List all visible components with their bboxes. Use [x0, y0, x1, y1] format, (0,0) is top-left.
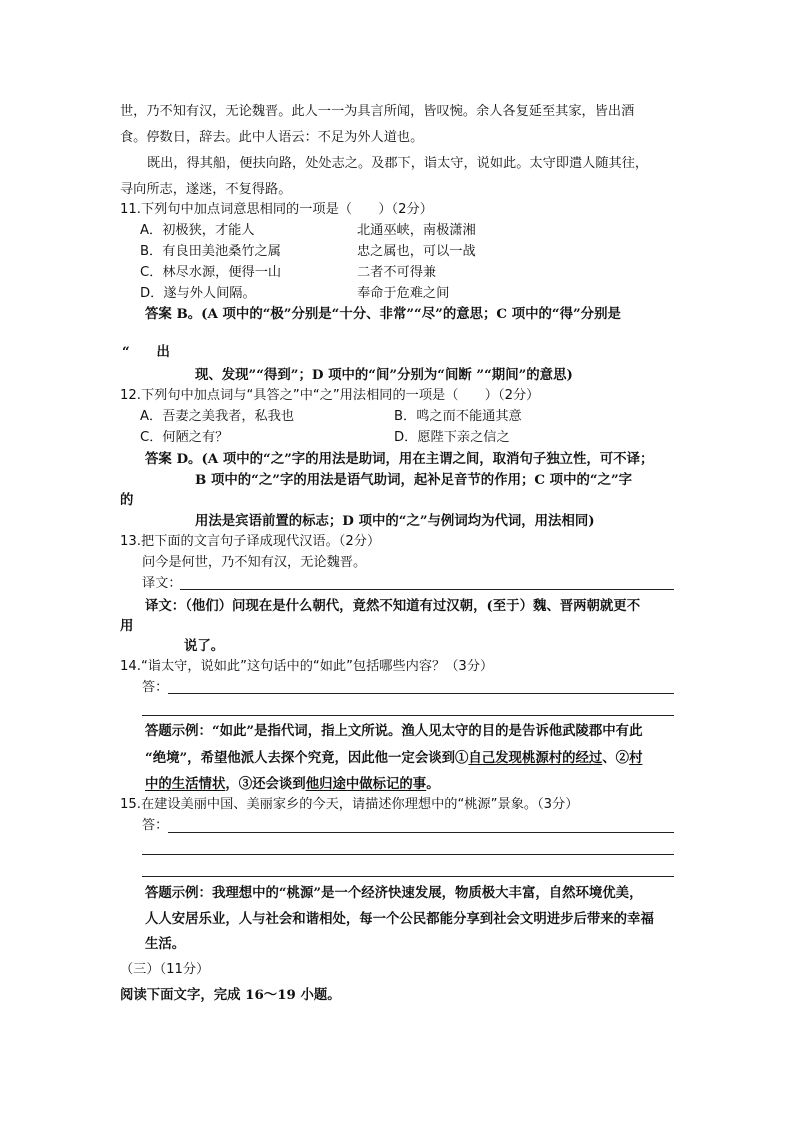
section-3-instruction: 阅读下面文字，完成 16～19 小题。	[120, 987, 341, 1003]
q12-answer: 答案 D。(A 项中的“之”字的用法是助词，用在主谓之间，取消句子独立性，可不译；	[145, 451, 654, 467]
passage-line: 寻向所志，遂迷，不复得路。	[120, 182, 292, 197]
q12-option-a: A．吾妻之美我者，私我也	[140, 409, 295, 424]
q13-answer-line[interactable]	[180, 589, 674, 590]
q14-answer-line[interactable]	[142, 715, 674, 716]
q14-answer-text: 、②	[602, 750, 630, 766]
q12-option-d: D．愿陛下亲之信之	[394, 430, 510, 445]
q15-answer: 人人安居乐业，人与社会和谐相处，每一个公民都能分享到社会文明进步后带来的幸福	[145, 911, 654, 927]
q14-answer-underlined: 自己发现桃源村的经过	[468, 750, 603, 766]
q11-answer: 现、发现”“得到”；D 项中的“间”分别为“间断 ”“期间”的意思)	[195, 367, 573, 383]
section-3-heading: （三）（11分）	[120, 962, 210, 977]
q14-answer-text: “绝境”，希望他派人去探个究竟，因此他一定会谈到①	[145, 750, 469, 766]
q12-option-c: C．何陋之有？	[140, 430, 229, 445]
q12-answer-orphan: 的	[120, 492, 134, 508]
q15-answer-line[interactable]	[168, 832, 674, 833]
q14-answer	[145, 775, 440, 793]
q14-answer: 答题示例：“如此”是指代词，指上文所说。渔人见太守的目的是告诉他武陵郡中有此	[145, 723, 643, 739]
q14-answer-text: 。	[426, 776, 440, 792]
q14-answer-underlined: 村	[629, 750, 643, 766]
q12-answer: 用法是宾语前置的标志；D 项中的“之”与例词均为代词，用法相同)	[195, 513, 595, 529]
q11-option-b: B．有良田美池桑竹之属	[140, 244, 281, 259]
q11-option-c: C．林尽水源，便得一山	[140, 265, 282, 280]
question-12-stem: 12.下列句中加点词与“具答之”中“之”用法相同的一项是（ ）（2分）	[120, 388, 540, 403]
passage-line: 既出，得其船，便扶向路，处处志之。及郡下，诣太守，说如此。太守即遣人随其往，	[147, 156, 649, 171]
q11-option-b-pair: 忠之属也，可以一战	[357, 244, 476, 259]
q14-answer-line[interactable]	[168, 693, 674, 694]
question-15-stem: 15.在建设美丽中国、美丽家乡的今天，请描述你理想中的“桃源”景象。（3分）	[120, 797, 579, 812]
q14-answer	[145, 749, 642, 767]
q13-answer-orphan: 用	[120, 618, 134, 634]
q15-answer: 生活。	[145, 936, 186, 952]
q15-blank-label: 答：	[142, 818, 169, 833]
q14-blank-label: 答：	[142, 680, 169, 695]
q15-answer-line[interactable]	[142, 876, 674, 877]
q13-answer: 译文：（他们）问现在是什么朝代，竟然不知道有过汉朝，(至于）魏、晋两朝就更不	[145, 598, 641, 614]
q13-blank-label: 译文：	[142, 576, 182, 591]
q11-answer: 答案 B。(A 项中的“极”分别是“十分、非常”“尽”的意思；C 项中的“得”分别是	[145, 306, 621, 322]
q11-answer-orphan: “ 出	[122, 344, 170, 360]
q11-option-a-pair: 北通巫峡，南极潇湘	[357, 223, 476, 238]
q13-sentence: 问今是何世，乃不知有汉，无论魏晋。	[142, 555, 367, 570]
q13-answer: 说了。	[184, 638, 225, 654]
q11-option-d-pair: 奉命于危难之间	[357, 286, 450, 301]
q11-option-d: D．遂与外人间隔。	[140, 286, 256, 301]
q14-answer-underlined: 中的生活情状	[145, 776, 226, 792]
q11-option-a: A．初极狭，才能人	[140, 223, 255, 238]
q12-answer: B 项中的“之”字的用法是语气助词，起补足音节的作用；C 项中的“之”字	[195, 472, 633, 488]
q12-option-b: B．鸣之而不能通其意	[394, 409, 522, 424]
passage-line: 食。停数日，辞去。此中人语云：不足为外人道也。	[120, 130, 424, 145]
q14-answer-text: ，③还会谈到	[225, 776, 306, 792]
q14-answer-underlined: 他归途中做标记的事	[305, 776, 427, 792]
question-14-stem: 14.“诣太守，说如此”这句话中的“如此”包括哪些内容？（3分）	[120, 659, 494, 674]
passage-line: 世，乃不知有汉，无论魏晋。此人一一为具言所闻，皆叹惋。余人各复延至其家，皆出酒	[120, 104, 635, 119]
q15-answer-line[interactable]	[142, 854, 674, 855]
q11-option-c-pair: 二者不可得兼	[357, 265, 437, 280]
q15-answer: 答题示例：我理想中的“桃源”是一个经济快速发展，物质极大丰富，自然环境优美，	[145, 885, 643, 901]
question-11-stem: 11.下列句中加点词意思相同的一项是（ ）（2分）	[120, 202, 433, 217]
question-13-stem: 13.把下面的文言句子译成现代汉语。（2分）	[120, 534, 381, 549]
